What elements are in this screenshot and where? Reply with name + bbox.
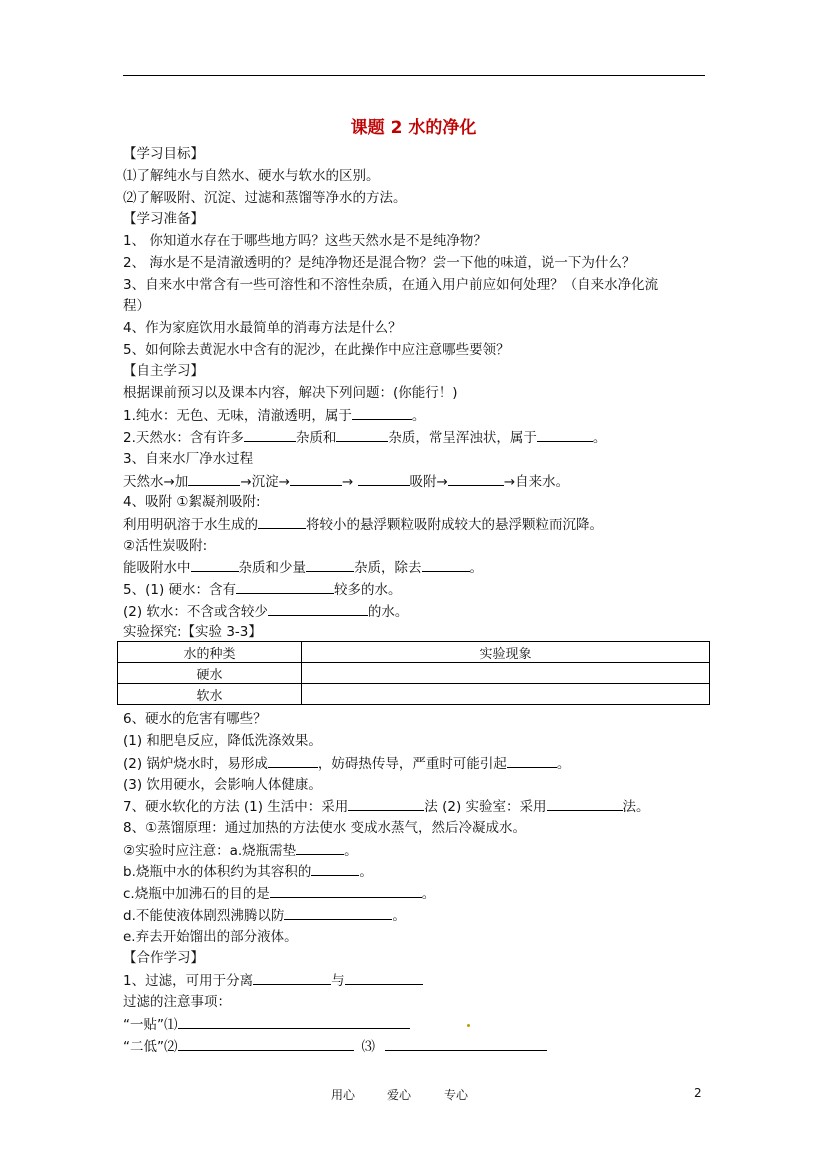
blank[interactable] — [385, 1037, 547, 1051]
table-cell[interactable] — [302, 684, 710, 705]
blank[interactable] — [268, 602, 368, 616]
blank[interactable] — [178, 1015, 410, 1029]
blank[interactable] — [178, 1037, 354, 1051]
blank[interactable] — [352, 406, 412, 420]
harm-line: (3) 饮用硬水，会影响人体健康。 — [123, 777, 322, 793]
table-cell: 硬水 — [118, 663, 302, 684]
page-number: 2 — [694, 1086, 702, 1100]
blank[interactable] — [311, 862, 359, 876]
goal-item: ⑵了解吸附、沉淀、过滤和蒸馏等净水的方法。 — [123, 190, 407, 206]
blank[interactable] — [306, 558, 354, 572]
self-line: 4、吸附 ①絮凝剂吸附: — [123, 494, 261, 510]
blank[interactable] — [547, 797, 623, 811]
blank[interactable] — [336, 428, 388, 442]
blank[interactable] — [537, 428, 593, 442]
table-cell: 软水 — [118, 684, 302, 705]
harm-line: (1) 和肥皂反应，降低洗涤效果。 — [123, 733, 322, 749]
prep-item: 5、如何除去黄泥水中含有的泥沙，在此操作中应注意哪些要领？ — [123, 342, 510, 358]
self-line: 天然水→加 →沉淀→ → 吸附→ →自来水。 — [123, 474, 570, 490]
goals-header: 【学习目标】 — [123, 146, 204, 162]
stray-mark — [467, 1024, 470, 1027]
blank[interactable] — [270, 884, 422, 898]
header-rule — [123, 75, 705, 76]
self-header: 【自主学习】 — [123, 363, 204, 379]
blank[interactable] — [284, 906, 392, 920]
self-intro: 根据课前预习以及课本内容，解决下列问题：(你能行！) — [123, 385, 458, 401]
footer-word: 爱心 — [387, 1088, 412, 1102]
harm-line: e.弃去开始馏出的部分液体。 — [123, 929, 298, 945]
table-row — [118, 663, 710, 684]
table-header-row — [118, 642, 710, 663]
blank[interactable] — [188, 472, 240, 486]
coop-header: 【合作学习】 — [123, 950, 204, 966]
blank[interactable] — [348, 797, 424, 811]
table-cell[interactable] — [302, 663, 710, 684]
harm-line: 7、硬水软化的方法 (1) 生活中：采用 法 (2) 实验室：采用 法。 — [123, 799, 650, 815]
coop-line: 1、过滤，可用于分离 与 — [123, 971, 423, 990]
blank[interactable] — [345, 971, 423, 985]
prep-item: 3、自来水中常含有一些可溶性和不溶性杂质，在通入用户前应如何处理？（自来水净化流 — [123, 277, 659, 293]
prep-item: 1、 你知道水存在于哪些地方吗？这些天然水是不是纯净物？ — [123, 233, 487, 249]
blank[interactable] — [253, 971, 331, 985]
blank[interactable] — [236, 580, 334, 594]
table-header: 水的种类 — [118, 642, 302, 663]
self-line: 能吸附水中 杂质和少量 杂质，除去 。 — [123, 560, 483, 576]
blank[interactable] — [358, 472, 410, 486]
blank[interactable] — [244, 428, 296, 442]
footer-word: 用心 — [331, 1088, 356, 1102]
prep-item: 程） — [123, 298, 150, 314]
self-line: ②活性炭吸附: — [123, 538, 208, 554]
prep-header: 【学习准备】 — [123, 211, 204, 227]
blank[interactable] — [448, 472, 504, 486]
coop-line: 过滤的注意事项： — [123, 994, 231, 1010]
harm-line: (2) 锅炉烧水时，易形成 ，妨碍热传导，严重时可能引起 。 — [123, 756, 571, 772]
blank[interactable] — [268, 754, 318, 768]
prep-item: 4、作为家庭饮用水最简单的消毒方法是什么？ — [123, 320, 402, 336]
self-line: 2.天然水：含有许多 杂质和 杂质，常呈浑浊状，属于 。 — [123, 430, 607, 446]
goal-item: ⑴了解纯水与自然水、硬水与软水的区别。 — [123, 168, 380, 184]
experiment-table — [117, 641, 710, 705]
blank[interactable] — [290, 472, 342, 486]
coop-line: “一贴”⑴ — [123, 1015, 410, 1034]
harm-line: d.不能使液体剧烈沸腾以防 。 — [123, 908, 406, 924]
prep-item: 2、 海水是不是清澈透明的？是纯净物还是混合物？尝一下他的味道，说一下为什么？ — [123, 255, 636, 271]
harm-line: ②实验时应注意：a.烧瓶需垫 。 — [123, 843, 358, 859]
blank[interactable] — [422, 558, 470, 572]
self-line: 1.纯水：无色、无味，清澈透明，属于 。 — [123, 408, 426, 424]
self-line: 5、(1) 硬水：含有 较多的水。 — [123, 582, 402, 598]
harm-line: 8、①蒸馏原理：通过加热的方法使水 变成水蒸气，然后冷凝成水。 — [123, 820, 526, 836]
harm-line: 6、硬水的危害有哪些？ — [123, 711, 267, 727]
blank[interactable] — [507, 754, 557, 768]
table-header: 实验现象 — [302, 642, 710, 663]
self-line: 利用明矾溶于水生成的 将较小的悬浮颗粒吸附成较大的悬浮颗粒而沉降。 — [123, 517, 603, 533]
page-title: 课题 2 水的净化 — [350, 118, 477, 138]
table-row — [118, 684, 710, 705]
blank[interactable] — [258, 515, 306, 529]
blank[interactable] — [296, 841, 344, 855]
harm-line: b.烧瓶中水的体积约为其容积的 。 — [123, 864, 373, 880]
footer-word: 专心 — [444, 1088, 469, 1102]
self-line: 3、自来水厂净水过程 — [123, 451, 254, 467]
blank[interactable] — [191, 558, 239, 572]
harm-line: c.烧瓶中加沸石的目的是 。 — [123, 886, 436, 902]
self-line: (2) 软水：不含或含较少 的水。 — [123, 604, 409, 620]
self-line: 实验探究:【实验 3-3】 — [123, 624, 262, 640]
coop-line: “二低”⑵ ⑶ — [123, 1037, 547, 1056]
